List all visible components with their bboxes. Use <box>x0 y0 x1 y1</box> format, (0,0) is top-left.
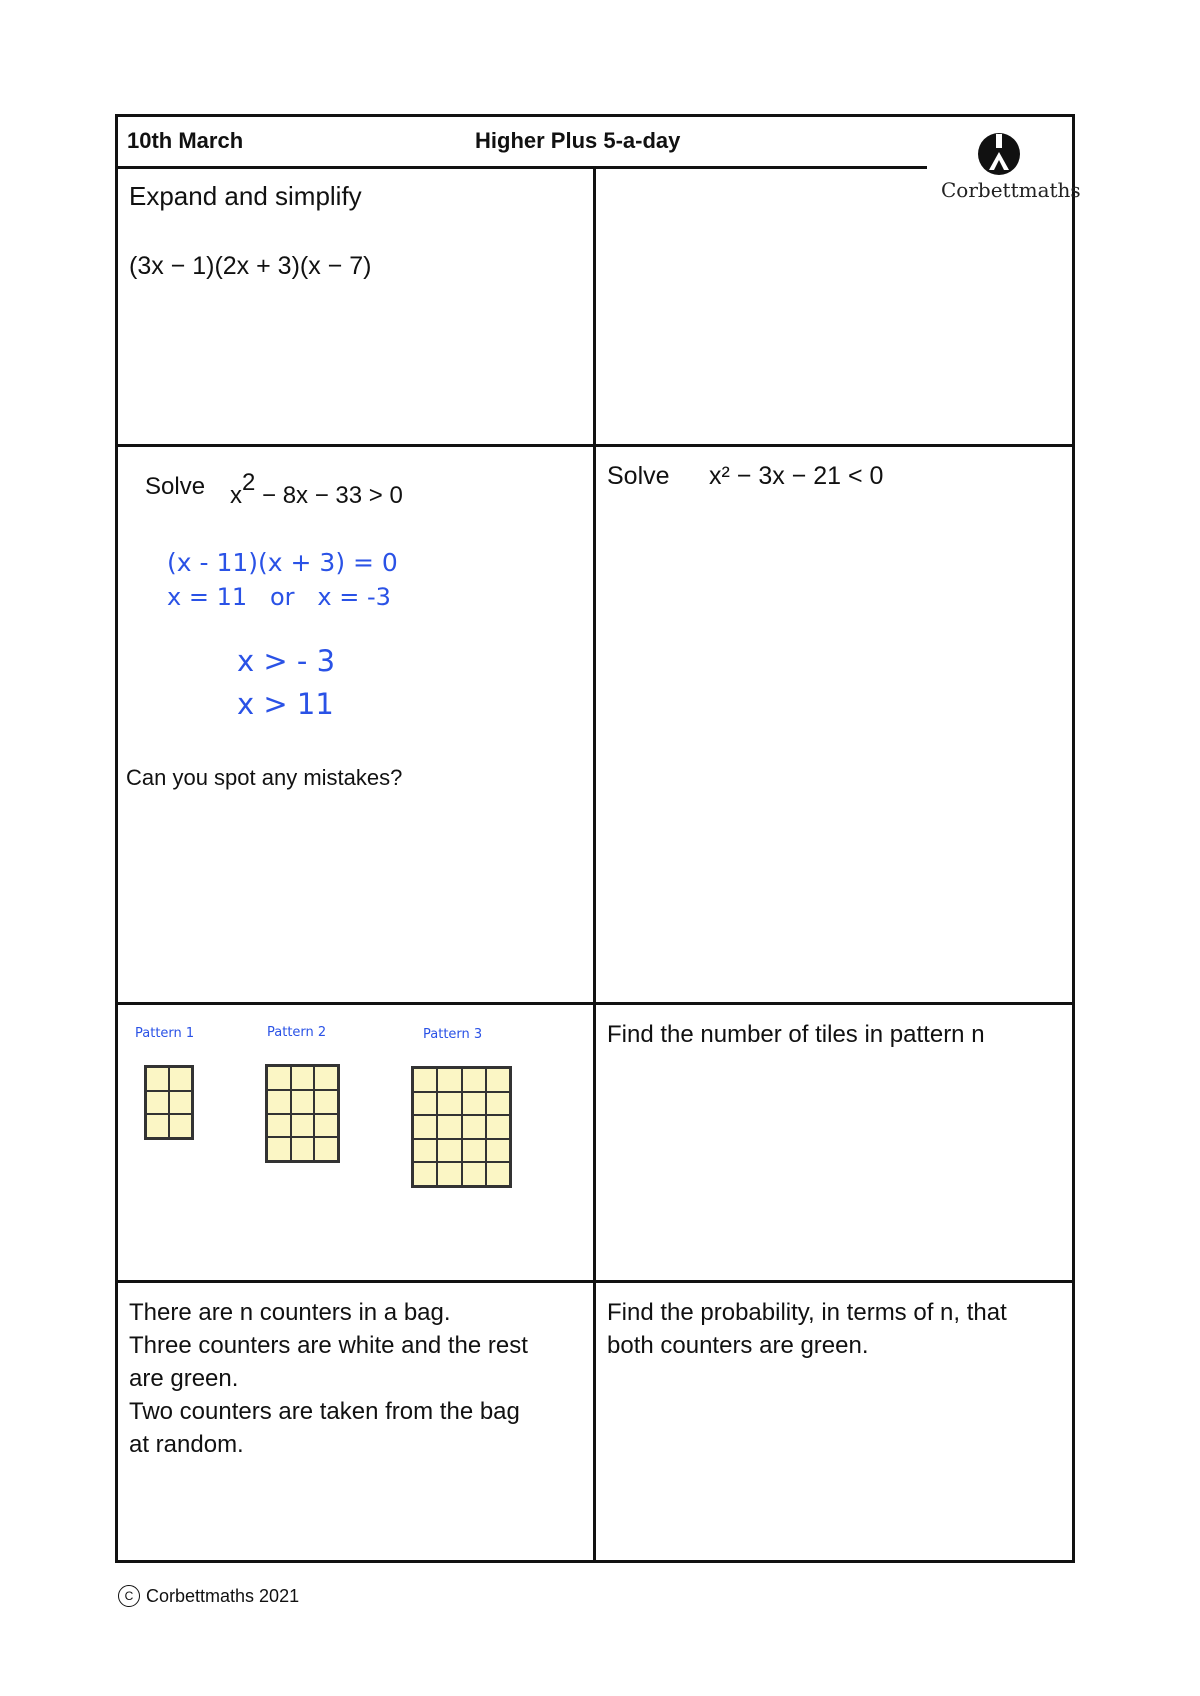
tile <box>146 1114 169 1138</box>
q7-line-2: both counters are green. <box>607 1332 869 1359</box>
corbettmaths-logo-icon <box>969 132 1029 180</box>
copyright-icon: C <box>118 1585 140 1607</box>
q3-solve-label: Solve <box>607 462 670 490</box>
tile <box>169 1114 192 1138</box>
q5-question: Find the number of tiles in pattern n <box>607 1021 985 1048</box>
q7-line-1: Find the probability, in terms of n, that <box>607 1299 1007 1326</box>
pattern-2-tiles <box>265 1064 340 1163</box>
tile <box>291 1066 315 1090</box>
q2-inequality-base: x <box>230 482 242 509</box>
tile <box>267 1114 291 1138</box>
pattern-3-label: Pattern 3 <box>423 1027 483 1042</box>
border-right <box>1072 114 1075 1563</box>
date-label: 10th March <box>127 128 244 153</box>
tile <box>267 1137 291 1161</box>
q6-line-3: are green. <box>129 1365 239 1392</box>
q1-prompt: Expand and simplify <box>129 181 362 211</box>
tile <box>413 1068 437 1092</box>
tile <box>267 1090 291 1114</box>
tile <box>314 1066 338 1090</box>
tile <box>486 1115 510 1139</box>
tile <box>462 1115 486 1139</box>
tile <box>291 1114 315 1138</box>
page-title: Higher Plus 5-a-day <box>475 128 681 153</box>
tile <box>462 1162 486 1186</box>
q6-text <box>129 1296 528 1461</box>
tile <box>146 1067 169 1091</box>
tile <box>314 1137 338 1161</box>
q6-line-4: Two counters are taken from the bag <box>129 1398 520 1425</box>
tile <box>437 1139 461 1163</box>
q7-text <box>607 1296 1007 1362</box>
q2-working-line-3: x > - 3 <box>237 644 336 678</box>
tile <box>267 1066 291 1090</box>
pattern-1-label: Pattern 1 <box>135 1026 195 1041</box>
header-divider <box>115 166 927 169</box>
tile <box>291 1137 315 1161</box>
tile <box>437 1092 461 1116</box>
tile <box>486 1162 510 1186</box>
tile <box>437 1068 461 1092</box>
pattern-3-tiles <box>411 1066 512 1188</box>
tile <box>437 1115 461 1139</box>
footer-text: Corbettmaths 2021 <box>146 1585 300 1606</box>
q2-inequality-exponent: 2 <box>242 469 256 496</box>
tile <box>413 1162 437 1186</box>
tile <box>462 1068 486 1092</box>
border-top <box>115 114 1075 117</box>
tile <box>413 1115 437 1139</box>
worksheet <box>115 114 1081 1563</box>
tile <box>486 1068 510 1092</box>
q6-line-2: Three counters are white and the rest <box>129 1332 528 1359</box>
tile <box>169 1091 192 1115</box>
tile <box>437 1162 461 1186</box>
pattern-2-label: Pattern 2 <box>267 1025 327 1040</box>
q2-working-line-1: (x - 11)(x + 3) = 0 <box>167 548 398 577</box>
q2-working-line-2: x = 11 or x = -3 <box>167 583 391 611</box>
tile <box>486 1092 510 1116</box>
q2-working-line-4: x > 11 <box>237 687 334 721</box>
tile <box>314 1090 338 1114</box>
q2-solve-label: Solve <box>145 473 206 500</box>
column-divider <box>593 166 596 1563</box>
border-left <box>115 114 118 1563</box>
tile <box>462 1092 486 1116</box>
tile <box>314 1114 338 1138</box>
q2-inequality <box>230 470 403 512</box>
tile <box>146 1091 169 1115</box>
tile <box>169 1067 192 1091</box>
tile <box>291 1090 315 1114</box>
q2-inequality-rest: − 8x − 33 > 0 <box>255 482 403 509</box>
tile <box>486 1139 510 1163</box>
q6-line-1: There are n counters in a bag. <box>129 1299 451 1326</box>
q3-inequality: x² − 3x − 21 < 0 <box>709 462 884 490</box>
q2-question: Can you spot any mistakes? <box>126 765 403 790</box>
q6-line-5: at random. <box>129 1431 244 1458</box>
corbettmaths-logo <box>927 132 1081 212</box>
q1-expression: (3x − 1)(2x + 3)(x − 7) <box>129 252 372 280</box>
logo-text: Corbettmaths <box>941 178 1081 202</box>
pattern-1-tiles <box>144 1065 194 1140</box>
tile <box>413 1092 437 1116</box>
tile <box>413 1139 437 1163</box>
footer <box>118 1585 299 1607</box>
tile <box>462 1139 486 1163</box>
